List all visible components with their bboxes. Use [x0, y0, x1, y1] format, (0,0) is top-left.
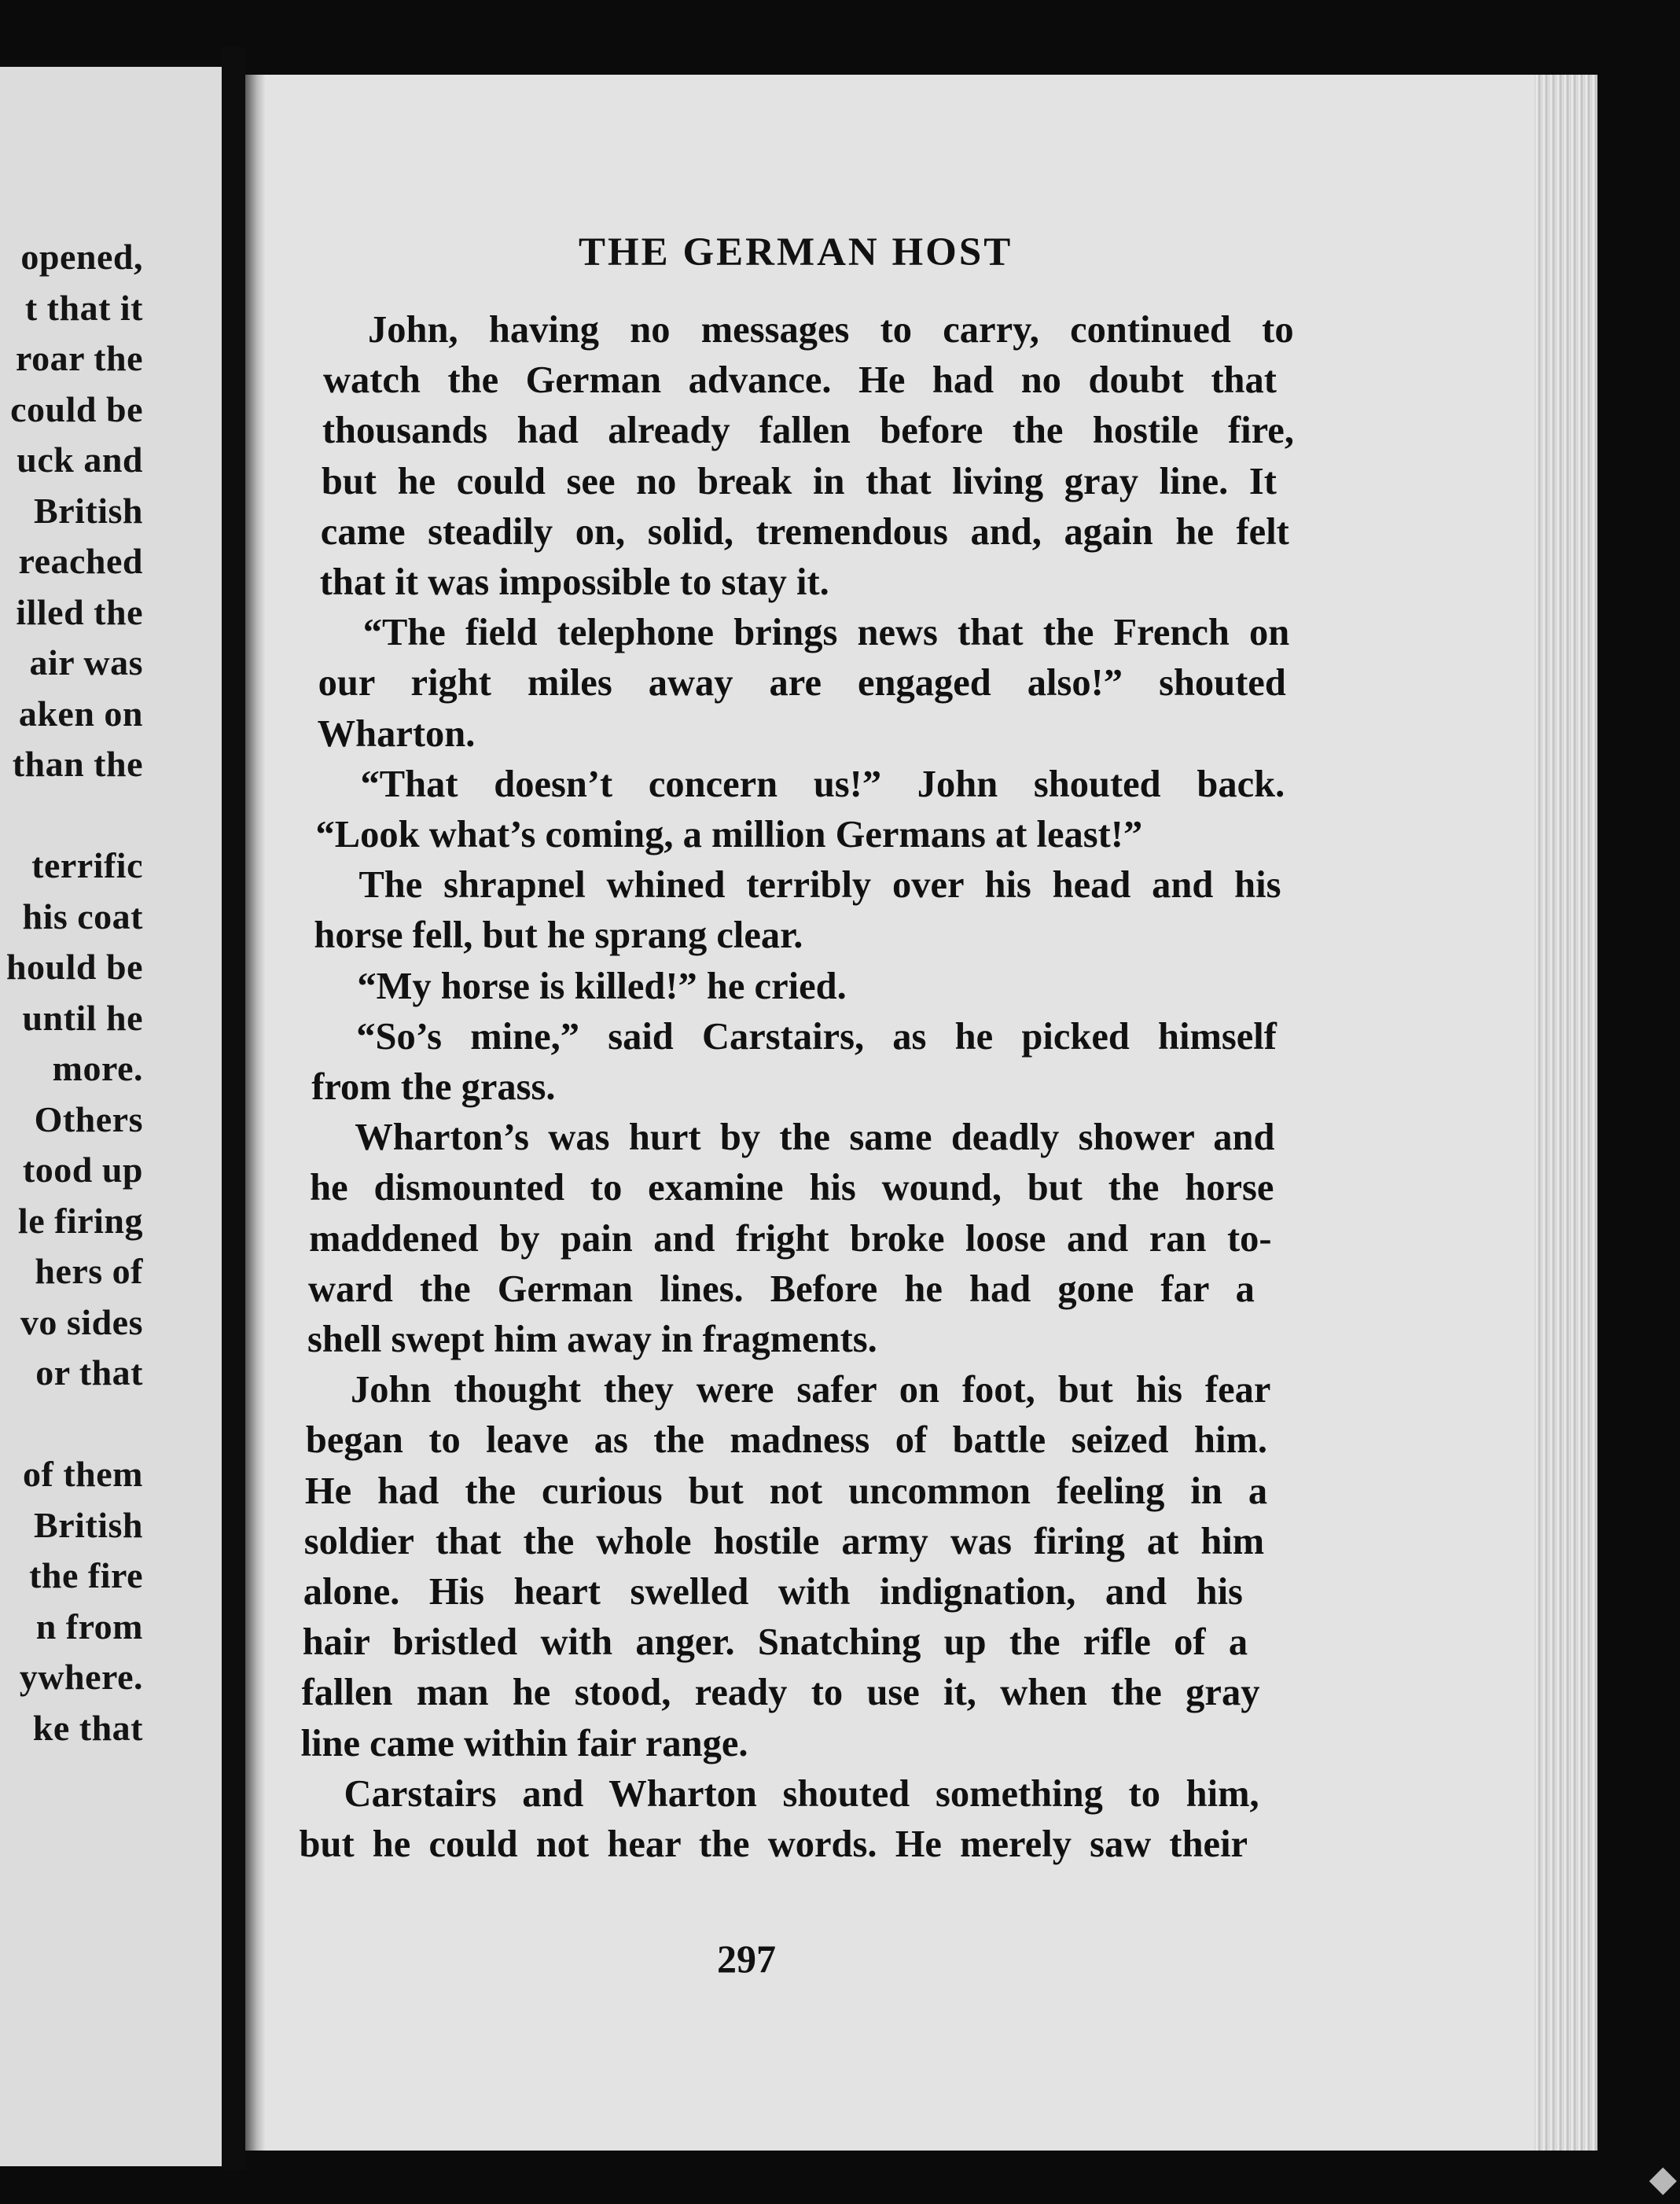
- left-page-line: opened,: [20, 237, 143, 277]
- left-page-line: air was: [29, 642, 143, 683]
- left-page-line: his coat: [22, 896, 143, 936]
- text-line: our right miles away are engaged also!” shouted: [318, 662, 1286, 705]
- left-page-line: tood up: [22, 1150, 143, 1190]
- left-page-line: British: [34, 490, 143, 531]
- text-line: but he could see no break in that living gray line. It: [321, 460, 1277, 502]
- left-page-line: uck and: [17, 440, 143, 480]
- text-line: line came within fair range.: [300, 1722, 748, 1764]
- left-page-line: le firing: [17, 1200, 143, 1241]
- text-line: alone. His heart swelled with indignation, and his: [303, 1571, 1243, 1613]
- corner-mark: ◆: [1649, 2158, 1677, 2198]
- left-page-line: roar the: [16, 338, 143, 378]
- text-line: fallen man he stood, ready to use it, when the gray: [301, 1672, 1260, 1714]
- text-line: watch the German advance. He had no doubt that: [322, 359, 1277, 402]
- text-line: “The field telephone brings news that the French on: [362, 612, 1290, 654]
- text-line: he dismounted to examine his wound, but the horse: [310, 1167, 1274, 1209]
- left-page-line: British: [34, 1504, 143, 1545]
- text-line: ward the German lines. Before he had gone far a: [308, 1268, 1255, 1310]
- left-page-line: vo sides: [20, 1301, 143, 1342]
- left-page-line: ywhere.: [19, 1657, 143, 1697]
- text-line: Wharton’s was hurt by the same deadly shower and: [355, 1117, 1275, 1159]
- text-line: came steadily on, solid, tremendous and, again he felt: [320, 510, 1289, 553]
- text-line: John thought they were safer on foot, but his fear: [350, 1369, 1271, 1411]
- text-line: Wharton.: [317, 712, 476, 755]
- text-line: that it was impossible to stay it.: [319, 561, 829, 603]
- left-page-line: than the: [12, 744, 143, 784]
- left-page-line: reached: [18, 541, 143, 581]
- left-page-line: terrific: [31, 845, 143, 885]
- left-page-line: more.: [52, 1048, 143, 1088]
- text-line: “Look what’s coming, a million Germans at least!”: [315, 814, 1143, 855]
- running-head-text: THE GERMAN HOST: [579, 230, 1013, 274]
- text-line: but he could not hear the words. He merely saw their: [299, 1823, 1248, 1865]
- text-line: maddened by pain and fright broke loose and ran to-: [309, 1217, 1272, 1260]
- text-line: “So’s mine,” said Carstairs, as he picked himself: [356, 1015, 1277, 1058]
- left-page-line: n from: [35, 1606, 143, 1647]
- left-page-line: of them: [23, 1454, 143, 1494]
- text-line: began to leave as the madness of battle seized him.: [305, 1419, 1267, 1462]
- left-page-line: the fire: [29, 1555, 143, 1595]
- left-page-line: ke that: [32, 1707, 143, 1748]
- text-line: thousands had already fallen before the hostile fire,: [322, 410, 1294, 452]
- text-line: hair bristled with anger. Snatching up the rifle of a: [302, 1621, 1248, 1664]
- page-number: 297: [717, 1937, 776, 1981]
- left-page-line: aken on: [18, 693, 143, 734]
- text-line: horse fell, but he sprang clear.: [314, 914, 803, 957]
- left-page-line: hould be: [6, 947, 143, 987]
- left-page-line: illed the: [16, 591, 143, 632]
- text-line: shell swept him away in fragments.: [307, 1319, 877, 1360]
- text-line: He had the curious but not uncommon feeling in a: [304, 1470, 1268, 1512]
- text-line: “That doesn’t concern us!” John shouted back.: [360, 763, 1285, 805]
- text-line: Carstairs and Wharton shouted something to him,: [344, 1772, 1259, 1815]
- left-page-line: hers of: [35, 1251, 143, 1291]
- text-line: soldier that the whole hostile army was firing at him: [303, 1520, 1265, 1562]
- left-page-line: t that it: [24, 287, 143, 328]
- text-line: The shrapnel whined terribly over his head and his: [358, 864, 1281, 907]
- text-line: John, having no messages to carry, continued to: [368, 309, 1294, 351]
- left-page-line: until he: [22, 997, 143, 1038]
- left-page-line: could be: [10, 388, 143, 429]
- left-page-line: or that: [35, 1352, 143, 1393]
- text-line: from the grass.: [311, 1066, 556, 1108]
- text-line: “My horse is killed!” he cried.: [357, 965, 847, 1007]
- left-page-line: Others: [34, 1098, 143, 1139]
